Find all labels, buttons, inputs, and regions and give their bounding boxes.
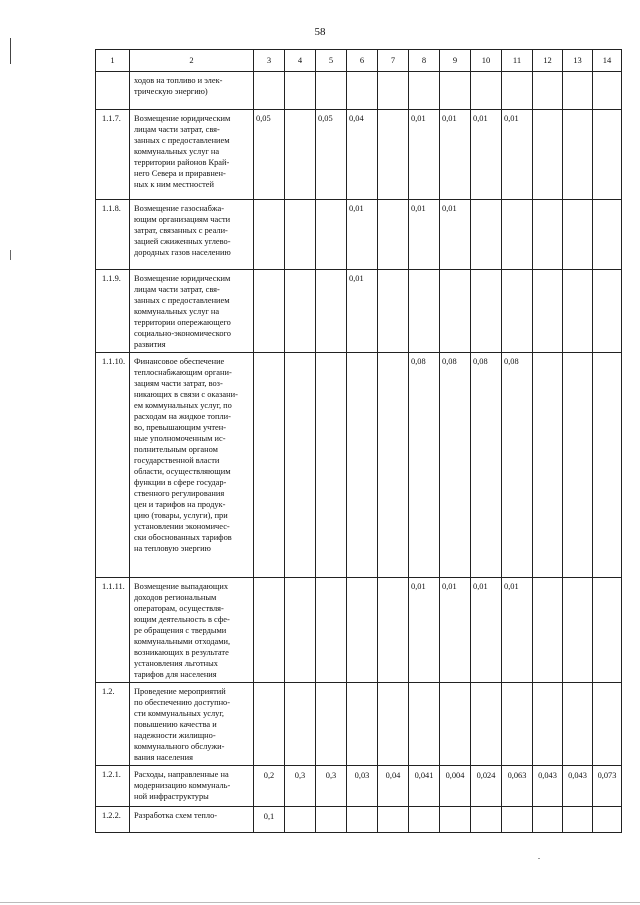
value-cell: 0,1 <box>254 807 285 833</box>
value-cell <box>378 353 409 578</box>
value-cell: 0,05 <box>316 110 347 200</box>
value-cell <box>409 270 440 353</box>
value-cell: 0,05 <box>254 110 285 200</box>
value-cell: 0,08 <box>440 353 471 578</box>
value-cell <box>347 807 378 833</box>
row-description-cell <box>130 766 254 807</box>
row-number: 1.2.1. <box>96 766 130 807</box>
value-cell <box>285 807 316 833</box>
value-cell <box>316 683 347 766</box>
value-cell: 0,01 <box>440 110 471 200</box>
table-row <box>96 270 622 353</box>
value-cell <box>254 683 285 766</box>
column-header: 12 <box>533 50 563 72</box>
header-row <box>96 50 622 72</box>
value-cell <box>285 200 316 270</box>
column-header: 5 <box>316 50 347 72</box>
row-description: Возмещение юридическим лицам части затрат, свя- занных с предоставлением коммунальных услуг на территории районов Край- него Севера и приравнен- ных к ним местностей <box>134 114 231 189</box>
value-cell <box>471 807 502 833</box>
value-cell <box>593 578 622 683</box>
value-cell <box>533 683 563 766</box>
value-cell <box>593 683 622 766</box>
value-cell <box>533 353 563 578</box>
value-cell <box>347 683 378 766</box>
value-cell: 0,08 <box>409 353 440 578</box>
row-description: Возмещение выпадающих доходов региональным операторам, осуществля- ющим деятельность в сфе- ре обращения с твердыми коммунальными отходами, возникающих в результате установления льготных тарифов для населения <box>134 582 231 679</box>
value-cell <box>471 270 502 353</box>
value-cell <box>316 578 347 683</box>
value-cell <box>347 578 378 683</box>
row-description: Разработка схем тепло- <box>134 811 218 820</box>
value-cell: 0,08 <box>471 353 502 578</box>
row-description: Проведение мероприятий по обеспечению доступно- сти коммунальных услуг, повышению качества и надежности жилищно- коммунального обслужи- вания населения <box>134 687 231 762</box>
value-cell: 0,01 <box>409 578 440 683</box>
value-cell: 0,03 <box>347 766 378 807</box>
value-cell <box>285 683 316 766</box>
value-cell <box>285 110 316 200</box>
column-header: 9 <box>440 50 471 72</box>
table-row <box>96 72 622 110</box>
value-cell <box>409 72 440 110</box>
table-row <box>96 578 622 683</box>
row-description-cell <box>130 353 254 578</box>
value-cell <box>378 683 409 766</box>
value-cell <box>533 270 563 353</box>
value-cell <box>533 807 563 833</box>
column-header: 14 <box>593 50 622 72</box>
page-edge <box>0 902 640 903</box>
row-number: 1.1.10. <box>96 353 130 578</box>
value-cell <box>593 110 622 200</box>
scan-speck <box>538 858 540 859</box>
value-cell <box>502 72 533 110</box>
value-cell <box>316 270 347 353</box>
value-cell <box>563 110 593 200</box>
value-cell: 0,01 <box>347 200 378 270</box>
column-header: 7 <box>378 50 409 72</box>
value-cell <box>378 270 409 353</box>
value-cell: 0,08 <box>502 353 533 578</box>
value-cell <box>316 72 347 110</box>
value-cell <box>593 807 622 833</box>
value-cell <box>316 353 347 578</box>
value-cell <box>563 578 593 683</box>
row-number: 1.2.2. <box>96 807 130 833</box>
value-cell: 0,043 <box>563 766 593 807</box>
value-cell <box>378 807 409 833</box>
row-description-cell <box>130 200 254 270</box>
row-description-cell <box>130 578 254 683</box>
row-description-cell <box>130 683 254 766</box>
value-cell <box>285 353 316 578</box>
value-cell <box>378 578 409 683</box>
value-cell <box>563 72 593 110</box>
row-description-cell <box>130 72 254 110</box>
value-cell: 0,024 <box>471 766 502 807</box>
row-description-cell <box>130 270 254 353</box>
row-number: 1.1.9. <box>96 270 130 353</box>
value-cell <box>593 270 622 353</box>
column-header: 1 <box>96 50 130 72</box>
column-header: 8 <box>409 50 440 72</box>
value-cell <box>533 578 563 683</box>
value-cell <box>254 72 285 110</box>
table-row <box>96 766 622 807</box>
table-row <box>96 110 622 200</box>
value-cell <box>254 200 285 270</box>
value-cell <box>533 200 563 270</box>
value-cell <box>254 578 285 683</box>
value-cell <box>471 72 502 110</box>
row-number: 1.1.8. <box>96 200 130 270</box>
column-header: 4 <box>285 50 316 72</box>
value-cell <box>563 807 593 833</box>
value-cell <box>502 807 533 833</box>
value-cell <box>533 110 563 200</box>
column-header: 13 <box>563 50 593 72</box>
value-cell <box>440 683 471 766</box>
value-cell <box>563 270 593 353</box>
value-cell <box>440 72 471 110</box>
value-cell: 0,3 <box>285 766 316 807</box>
value-cell <box>409 683 440 766</box>
table-row <box>96 353 622 578</box>
budget-table <box>95 49 622 833</box>
value-cell: 0,01 <box>409 110 440 200</box>
value-cell <box>471 683 502 766</box>
row-description-cell <box>130 110 254 200</box>
value-cell: 0,01 <box>471 110 502 200</box>
value-cell: 0,01 <box>347 270 378 353</box>
value-cell <box>378 72 409 110</box>
column-header: 3 <box>254 50 285 72</box>
table-row <box>96 200 622 270</box>
row-description: Расходы, направленные на модернизацию коммуналь- ной инфраструктуры <box>134 770 231 801</box>
row-description: Возмещение юридическим лицам части затрат, свя- занных с предоставлением коммунальных услуг на территории опережающего социально-экономического развития <box>134 274 231 349</box>
column-header: 6 <box>347 50 378 72</box>
value-cell <box>502 270 533 353</box>
value-cell <box>533 72 563 110</box>
row-description: Возмещение газоснабжа- ющим организациям части затрат, связанных с реали- зацией сжиженных углево- дородных газов населению <box>134 204 231 257</box>
value-cell <box>409 807 440 833</box>
value-cell <box>471 200 502 270</box>
value-cell <box>254 353 285 578</box>
value-cell: 0,004 <box>440 766 471 807</box>
value-cell <box>440 807 471 833</box>
value-cell <box>593 353 622 578</box>
value-cell <box>502 683 533 766</box>
row-number <box>96 72 130 110</box>
value-cell <box>563 683 593 766</box>
value-cell: 0,01 <box>502 578 533 683</box>
value-cell: 0,041 <box>409 766 440 807</box>
value-cell: 0,01 <box>471 578 502 683</box>
value-cell <box>593 200 622 270</box>
row-number: 1.1.7. <box>96 110 130 200</box>
value-cell <box>440 270 471 353</box>
value-cell: 0,2 <box>254 766 285 807</box>
value-cell <box>347 72 378 110</box>
row-description-cell <box>130 807 254 833</box>
value-cell: 0,063 <box>502 766 533 807</box>
value-cell: 0,01 <box>440 200 471 270</box>
margin-mark <box>10 250 11 260</box>
value-cell <box>316 807 347 833</box>
column-header: 11 <box>502 50 533 72</box>
column-header: 2 <box>130 50 254 72</box>
value-cell <box>593 72 622 110</box>
row-description: Финансовое обеспечение теплоснабжающим органи- зациям части затрат, воз- никающих в связи с оказани- ем коммунальных услуг, по расходам на жидкое топли- во, превышающим учтен- ные уполномоченным ис- полнительным органом государственной власти области, осуществляющим функции в сфере государ- ственного регулирования цен и тарифов на продук- цию (товары, услуги), при установлении экономичес- ски обоснованных тарифов на тепловую энергию <box>134 357 238 553</box>
value-cell <box>502 200 533 270</box>
value-cell <box>563 353 593 578</box>
value-cell: 0,043 <box>533 766 563 807</box>
column-header: 10 <box>471 50 502 72</box>
value-cell: 0,04 <box>378 766 409 807</box>
value-cell <box>378 200 409 270</box>
margin-mark <box>10 38 11 64</box>
table-row <box>96 683 622 766</box>
value-cell: 0,01 <box>409 200 440 270</box>
value-cell <box>378 110 409 200</box>
value-cell <box>316 200 347 270</box>
value-cell: 0,073 <box>593 766 622 807</box>
page-number: 58 <box>314 26 326 38</box>
value-cell: 0,04 <box>347 110 378 200</box>
value-cell <box>285 72 316 110</box>
value-cell <box>347 353 378 578</box>
value-cell <box>285 578 316 683</box>
value-cell: 0,3 <box>316 766 347 807</box>
row-number: 1.1.11. <box>96 578 130 683</box>
value-cell: 0,01 <box>502 110 533 200</box>
value-cell <box>254 270 285 353</box>
row-number: 1.2. <box>96 683 130 766</box>
value-cell: 0,01 <box>440 578 471 683</box>
value-cell <box>285 270 316 353</box>
table-row <box>96 807 622 833</box>
row-description: ходов на топливо и элек- трическую энергию) <box>134 76 223 96</box>
value-cell <box>563 200 593 270</box>
